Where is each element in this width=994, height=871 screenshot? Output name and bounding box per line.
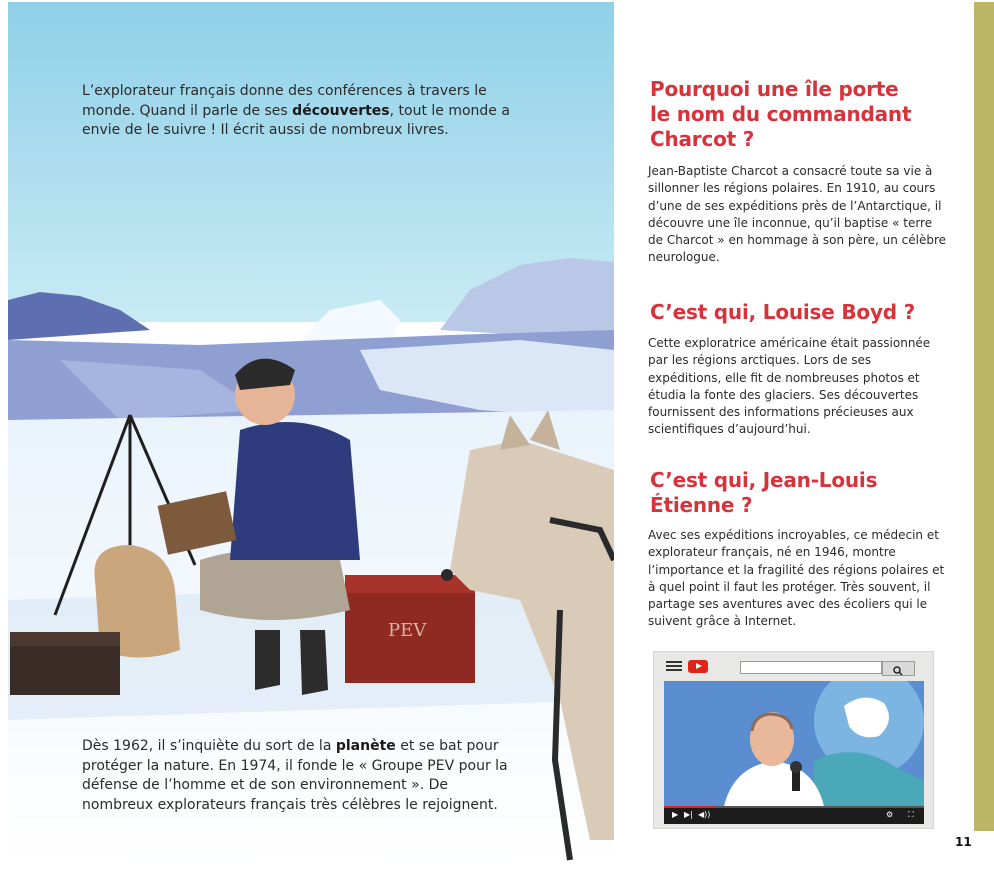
caption-bottom-bold: planète — [335, 738, 396, 754]
video-search-field — [740, 661, 882, 674]
caption-top-text-1: L’explorateur français donne des conférences à travers le monde. Quand il parle de ses — [82, 83, 487, 119]
answer-jean-louis-etienne: Avec ses expéditions incroyables, ce médecin et explorateur français, né en 1946, montre l’importance et la fragilité des régions polaires et à quel point il faut les protéger. Très souvent, il partage ses aventures avec des écoliers qui le suivent grâce à Internet. — [648, 528, 945, 629]
caption-top — [82, 82, 522, 141]
video-progress-fill — [664, 806, 716, 808]
video-progress-bar — [664, 806, 924, 808]
question-louise-boyd: C’est qui, Louise Boyd ? — [650, 300, 916, 324]
video-header — [654, 652, 933, 678]
fullscreen-icon: ⛶ — [908, 810, 914, 819]
caption-bottom-text-2: et se bat pour protéger la nature. En 1974, il fonde le « Groupe PEV pour la défense de l’homme et de son environnement ». De nombreux explorateurs français très célèbres le rejoignent. — [82, 738, 508, 813]
video-controls — [664, 806, 924, 824]
video-player-illustration — [653, 651, 934, 829]
video-frame — [664, 681, 924, 806]
left-chest — [10, 640, 120, 695]
search-icon — [882, 661, 915, 676]
question-jean-louis-etienne: C’est qui, Jean-Louis Étienne ? — [650, 468, 878, 517]
chest-label: PEV — [388, 620, 427, 641]
video-platform-logo-icon — [688, 660, 708, 673]
pev-chest — [345, 575, 475, 683]
settings-icon: ⚙ — [886, 810, 894, 819]
next-icon: ▶| — [684, 810, 693, 819]
caption-top-bold: découvertes — [292, 102, 390, 119]
page-number: 11 — [955, 835, 972, 849]
video-scene — [664, 681, 924, 806]
question-charcot: Pourquoi une île porte le nom du commandant Charcot ? — [650, 77, 912, 151]
menu-icon — [666, 661, 682, 671]
answer-louise-boyd: Cette exploratrice américaine était passionnée par les régions arctiques. Lors de ses expéditions, elle fit de nombreuses photos et étudia la fonte des glaciers. Ses découvertes fournissent des informations précieuses aux scientifiques d’aujourd’hui. — [648, 336, 931, 437]
answer-charcot: Jean-Baptiste Charcot a consacré toute sa vie à sillonner les régions polaires. En 1910, au cours d’une de ses expéditions près de l’Antarctique, il découvre une île inconnue, qu’il baptise « terre de Charcot » en hommage à son père, un célèbre neurologue. — [648, 164, 946, 265]
caption-bottom — [82, 737, 522, 815]
caption-top-text-2: , tout le monde a envie de le suivre ! Il écrit aussi de nombreux livres. — [82, 102, 510, 138]
caption-bottom-text-1: Dès 1962, il s’inquiète du sort de la — [82, 738, 336, 754]
volume-icon: ◀)) — [698, 810, 711, 819]
play-icon: ▶ — [672, 810, 679, 819]
page-edge-band — [974, 2, 994, 831]
